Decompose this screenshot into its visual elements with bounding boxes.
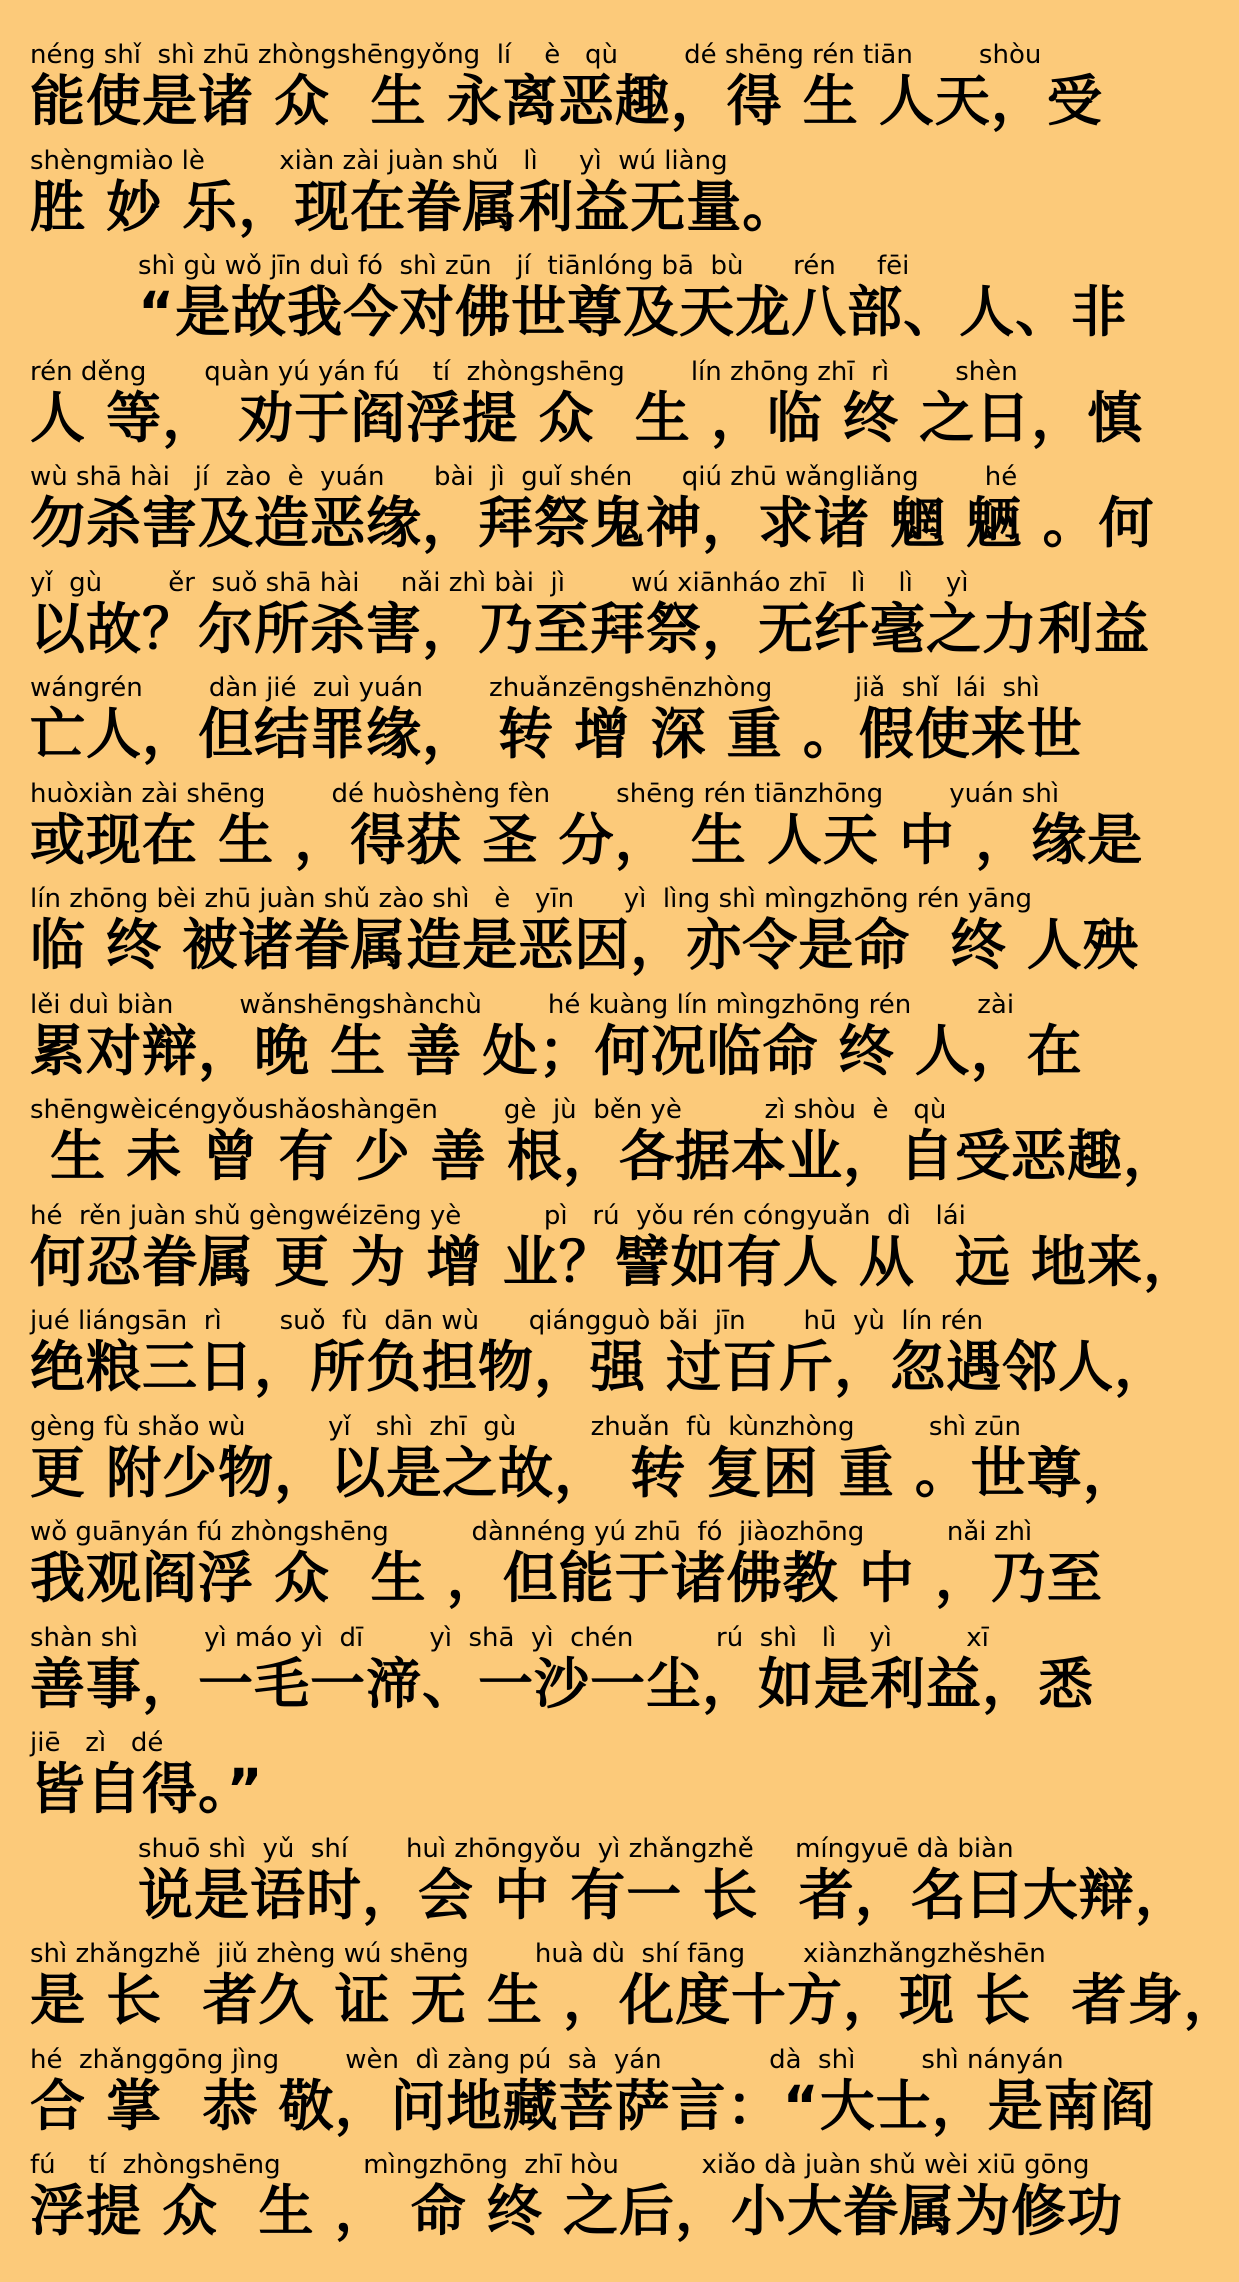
hanzi-line: 生 未 曾 有 少 善 根，各据本业，自受恶趣， xyxy=(30,1124,1180,1188)
hanzi-line: 能使是诸 众 生 永离恶趣，得 生 人天，受 xyxy=(30,69,1103,133)
hanzi-line: 人 等， 劝于阎浮提 众 生 ，临 终 之日，慎 xyxy=(30,385,1144,450)
text-line-6 xyxy=(30,567,1151,674)
hanzi-line: 或现在 生 ，得获 圣 分， 生 人天 中 ，缘是 xyxy=(30,807,1144,872)
text-line-2 xyxy=(30,146,1050,252)
text-line-17 xyxy=(30,1728,1050,1834)
hanzi-line: 合 掌 恭 敬，问地藏菩萨言：“大士，是南阎 xyxy=(30,2073,1156,2138)
pinyin-line: wǒ guānyán fú zhòngshēng dànnéng yú zhū fó jiàozhōng nǎi zhì xyxy=(30,1517,1033,1547)
text-line-3 xyxy=(30,251,1128,357)
pinyin-line: fú tí zhòngshēng mìngzhōng zhī hòu xiǎo dà juàn shǔ wèi xiū gōng xyxy=(30,2150,1090,2180)
hanzi-line: 是 长 者久 证 无 生 ，化度十方，现 长 者身， xyxy=(30,1968,1239,2032)
text-line-15 xyxy=(30,1517,1103,1623)
text-line-11 xyxy=(30,1095,1180,1201)
pinyin-line: néng shǐ shì zhū zhòngshēngyǒng lí è qù dé shēng rén tiān shòu xyxy=(30,40,1042,70)
pinyin-line: shēngwèicéngyǒushǎoshàngēn gè jù běn yè zì shòu è qù xyxy=(30,1095,947,1125)
pinyin-line: rén děng quàn yú yán fú tí zhòngshēng lín zhōng zhī rì shèn xyxy=(30,356,1018,387)
hanzi-line: 善事，一毛一渧、一沙一尘，如是利益，悉 xyxy=(30,1651,1095,1716)
text-line-12 xyxy=(30,1200,1200,1307)
hanzi-line: 说是语时，会 中 有一 长 者，名曰大辩， xyxy=(138,1862,1191,1927)
pinyin-line: shèngmiào lè xiàn zài juàn shǔ lì yì wú liàng xyxy=(30,145,728,176)
hanzi-line: 皆自得。” xyxy=(30,1757,264,1821)
pinyin-line: yǐ gù ěr suǒ shā hài nǎi zhì bài jì wú xiānháo zhī lì lì yì xyxy=(30,567,969,598)
text-line-21 xyxy=(30,2150,1124,2256)
text-line-5 xyxy=(30,462,1155,568)
hanzi-line: 更 附少物，以是之故， 转 复困 重 。世尊， xyxy=(30,1440,1139,1505)
pinyin-line: hé rěn juàn shǔ gèngwéizēng yè pì rú yǒu rén cóngyuǎn dì lái xyxy=(30,1200,966,1231)
pinyin-line: shàn shì yì máo yì dī yì shā yì chén rú shì lì yì xī xyxy=(30,1622,989,1653)
pinyin-line: huòxiàn zài shēng dé huòshèng fèn shēng rén tiānzhōng yuán shì xyxy=(30,778,1060,809)
hanzi-line: “是故我今对佛世尊及天龙八部、人、非 xyxy=(138,280,1128,344)
pinyin-line: gèng fù shǎo wù yǐ shì zhī gù zhuǎn fù kùnzhòng shì zūn xyxy=(30,1411,1022,1442)
text-line-19 xyxy=(30,1939,1239,2045)
hanzi-line: 何忍眷属 更 为 增 业？譬如有人 从 远 地来， xyxy=(30,1229,1200,1294)
hanzi-line: 胜 妙 乐，现在眷属利益无量。 xyxy=(30,174,799,239)
text-line-9 xyxy=(30,884,1139,990)
pinyin-line: lěi duì biàn wǎnshēngshànchù hé kuàng lín mìngzhōng rén zài xyxy=(30,989,1015,1020)
pinyin-line: shì gù wǒ jīn duì fó shì zūn jí tiānlóng bā bù rén fēi xyxy=(138,251,910,281)
text-line-7 xyxy=(30,673,1083,779)
text-line-8 xyxy=(30,778,1144,885)
pinyin-line: wángrén dàn jié zuì yuán zhuǎnzēngshēnzhòng jiǎ shǐ lái shì xyxy=(30,673,1040,703)
text-line-16 xyxy=(30,1622,1095,1729)
text-line-10 xyxy=(30,989,1083,1096)
hanzi-line: 绝粮三日，所负担物，强 过百斤，忽遇邻人， xyxy=(30,1335,1171,1399)
hanzi-line: 临 终 被诸眷属造是恶因，亦令是命 终 人殃 xyxy=(30,913,1139,977)
pinyin-line: hé zhǎnggōng jìng wèn dì zàng pú sà yán dà shì shì nányán xyxy=(30,2044,1064,2075)
hanzi-line: 亡人，但结罪缘， 转 增 深 重 。假使来世 xyxy=(30,702,1083,766)
hanzi-line: 我观阎浮 众 生 ，但能于诸佛教 中 ，乃至 xyxy=(30,1546,1103,1610)
text-line-14 xyxy=(30,1411,1139,1518)
pinyin-line: jiē zì dé xyxy=(30,1728,164,1758)
pinyin-line: shì zhǎngzhě jiǔ zhèng wú shēng huà dù shí fāng xiànzhǎngzhěshēn xyxy=(30,1939,1046,1969)
hanzi-line: 浮提 众 生 ， 命 终 之后，小大眷属为修功 xyxy=(30,2179,1124,2243)
text-line-20 xyxy=(30,2044,1156,2151)
pinyin-line: lín zhōng bèi zhū juàn shǔ zào shì è yīn yì lìng shì mìngzhōng rén yāng xyxy=(30,884,1033,914)
hanzi-line: 以故？尔所杀害，乃至拜祭，无纤毫之力利益 xyxy=(30,596,1151,661)
pinyin-line: jué liángsān rì suǒ fù dān wù qiángguò bǎi jīn hū yù lín rén xyxy=(30,1306,984,1336)
text-line-4 xyxy=(30,356,1144,463)
text-line-1 xyxy=(30,40,1103,146)
pinyin-line: wù shā hài jí zào è yuán bài jì guǐ shén qiú zhū wǎngliǎng hé xyxy=(30,462,1018,492)
text-line-13 xyxy=(30,1306,1171,1412)
hanzi-line: 勿杀害及造恶缘，拜祭鬼神，求诸 魍 魉 。何 xyxy=(30,491,1155,555)
text-line-18 xyxy=(30,1833,1191,1940)
pinyin-line: shuō shì yǔ shí huì zhōngyǒu yì zhǎngzhě míngyuē dà biàn xyxy=(138,1833,1014,1864)
hanzi-line: 累对辩，晚 生 善 处；何况临命 终 人，在 xyxy=(30,1018,1083,1083)
